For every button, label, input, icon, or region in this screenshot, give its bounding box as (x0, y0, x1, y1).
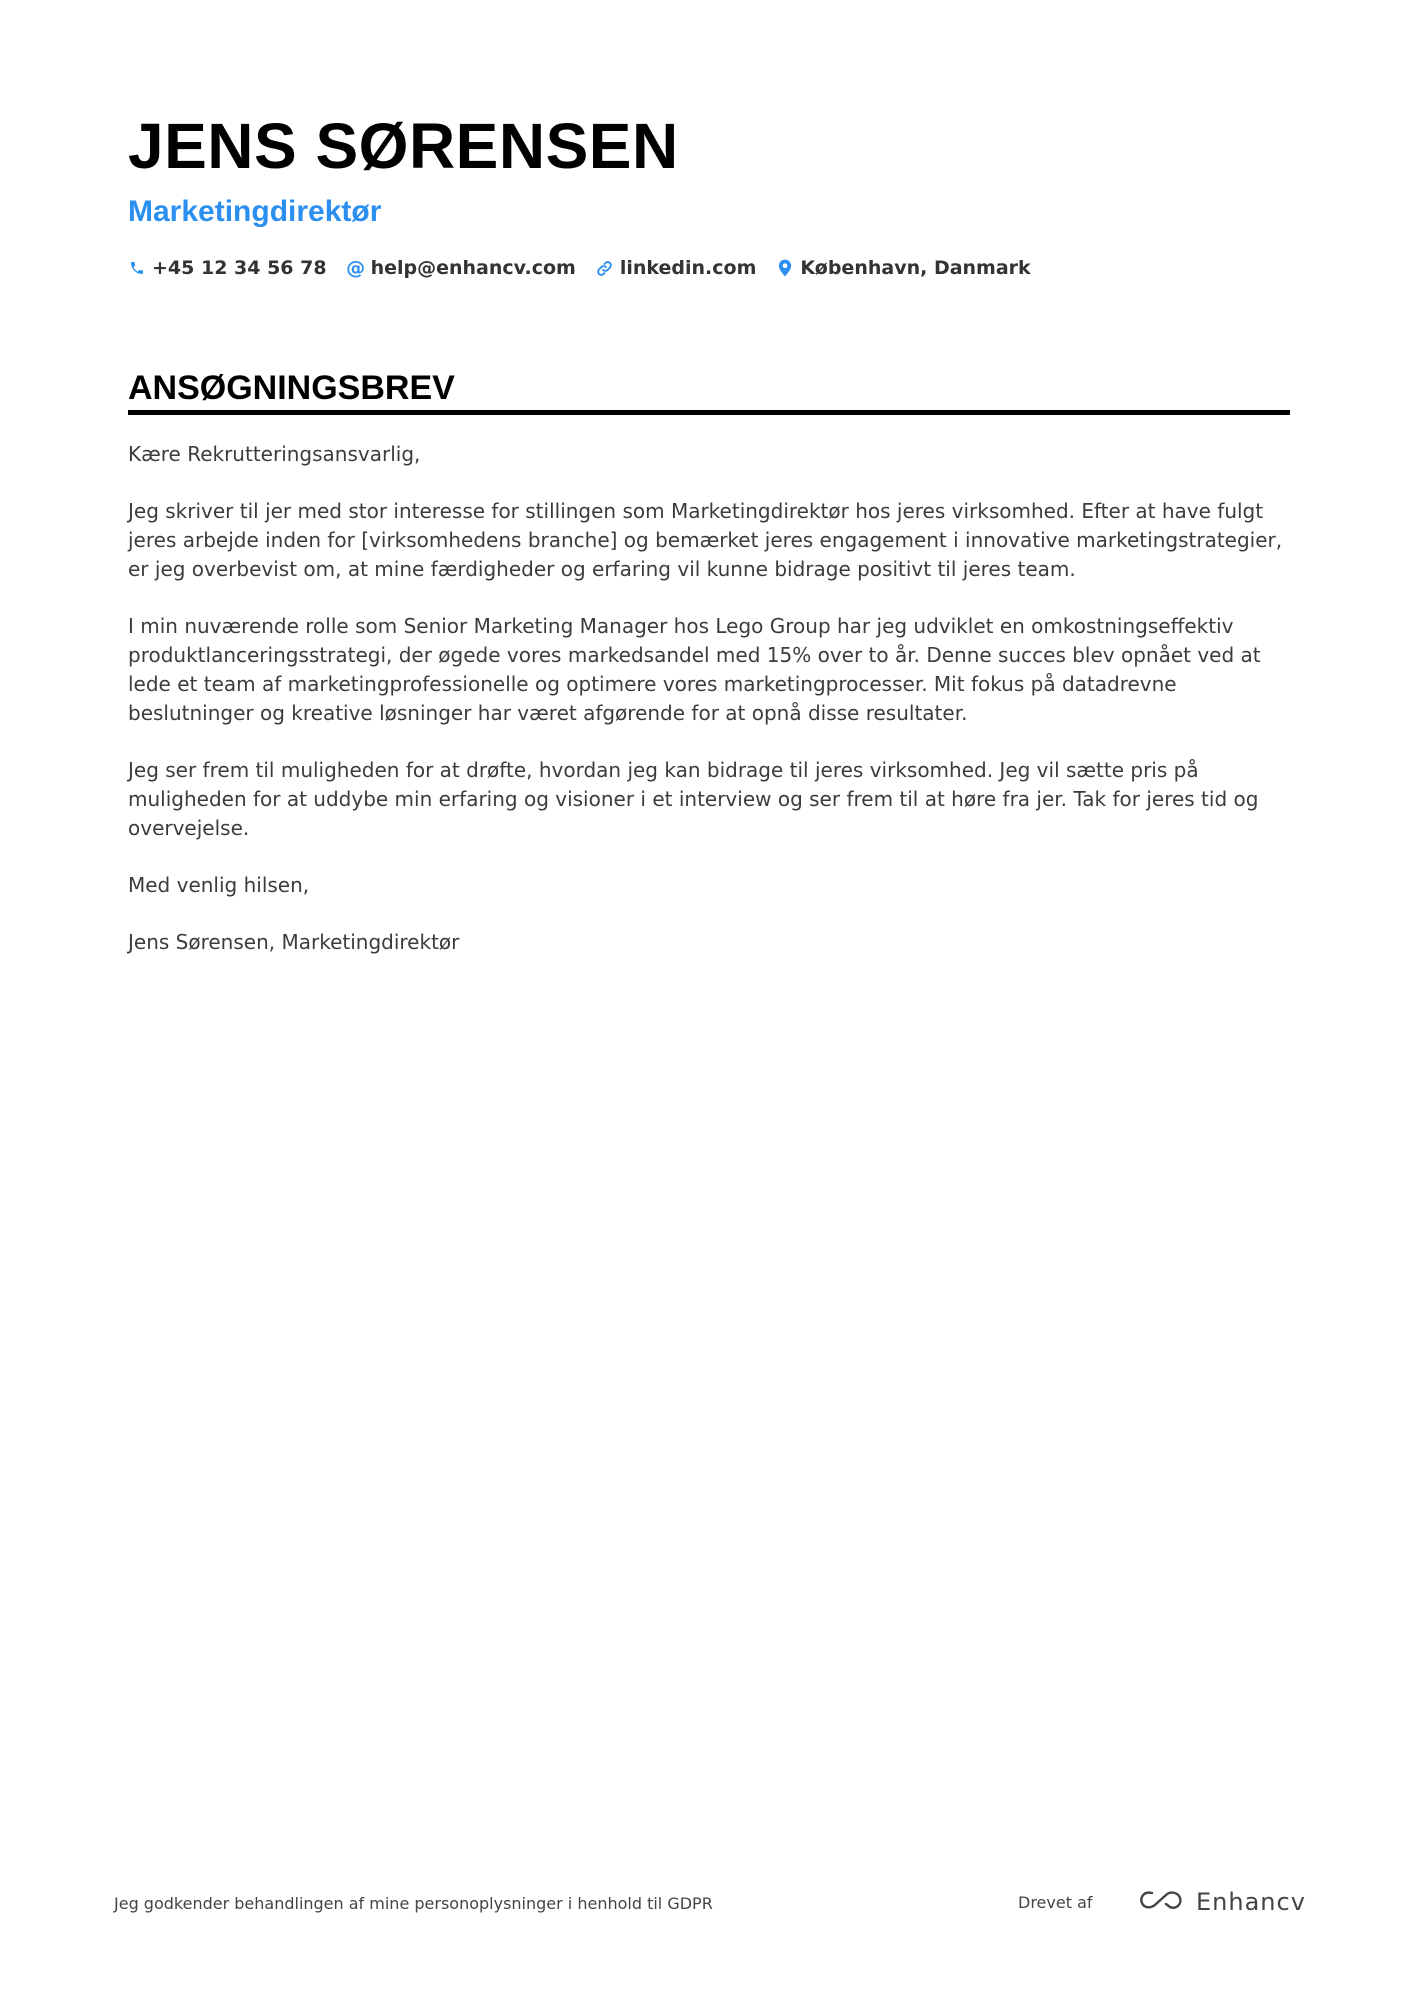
contact-email[interactable] (347, 257, 576, 279)
infinity-logo-icon (1138, 1887, 1184, 1917)
phone-icon (128, 259, 146, 277)
enhancv-logo[interactable] (1138, 1885, 1306, 1919)
contact-location (776, 257, 1030, 279)
salutation: Kære Rekrutteringsansvarlig, (128, 442, 421, 466)
contact-linkedin[interactable] (596, 257, 757, 279)
letter-body (128, 440, 1290, 985)
location-pin-icon (776, 259, 794, 277)
signature: Jens Sørensen, Marketingdirektør (128, 930, 460, 954)
applicant-name: JENS SØRENSEN (128, 110, 679, 182)
gdpr-consent: Jeg godkender behandlingen af mine personoplysninger i henhold til GDPR (114, 1894, 713, 1913)
location-text: København, Danmark (800, 257, 1031, 279)
job-title: Marketingdirektør (128, 195, 382, 228)
closing: Med venlig hilsen, (128, 873, 310, 897)
section-title: ANSØGNINGSBREV (128, 369, 455, 407)
contact-phone (128, 257, 327, 279)
email-address[interactable]: help@enhancv.com (370, 257, 576, 279)
brand-name: Enhancv (1196, 1888, 1306, 1916)
at-icon: @ (346, 257, 366, 279)
phone-number: +45 12 34 56 78 (152, 257, 327, 279)
letter-paragraph: Jeg ser frem til muligheden for at drøfte, hvordan jeg kan bidrage til jeres virksomhed. Jeg vil sætte pris på muligheden for at uddybe min erfaring og visioner i et interview og ser frem til at høre fra jer. Tak for jeres tid og overvejelse. (128, 758, 1259, 840)
linkedin-link[interactable]: linkedin.com (619, 257, 757, 279)
letter-paragraph: I min nuværende rolle som Senior Marketing Manager hos Lego Group har jeg udviklet en omkostningseffektiv produktlanceringsstrategi, der øgede vores markedsandel med 15% over to år. Denne succes blev opnået ved at lede et team af marketingprofessionelle og optimere vores marketingprocesser. Mit fokus på datadrevne beslutninger og kreative løsninger har været afgørende for at opnå disse resultater. (128, 614, 1261, 725)
powered-by-label: Drevet af (1018, 1893, 1093, 1912)
letter-paragraph: Jeg skriver til jer med stor interesse for stillingen som Marketingdirektør hos jeres virksomhed. Efter at have fulgt jeres arbejde inden for [virksomhedens branche] og bemærket jeres engagement i innovative marketingstrategier, er jeg overbevist om, at mine færdigheder og erfaring vil kunne bidrage positivt til jeres team. (128, 499, 1283, 581)
contact-bar (128, 253, 1051, 283)
section-divider (128, 410, 1290, 415)
link-icon (596, 259, 614, 277)
